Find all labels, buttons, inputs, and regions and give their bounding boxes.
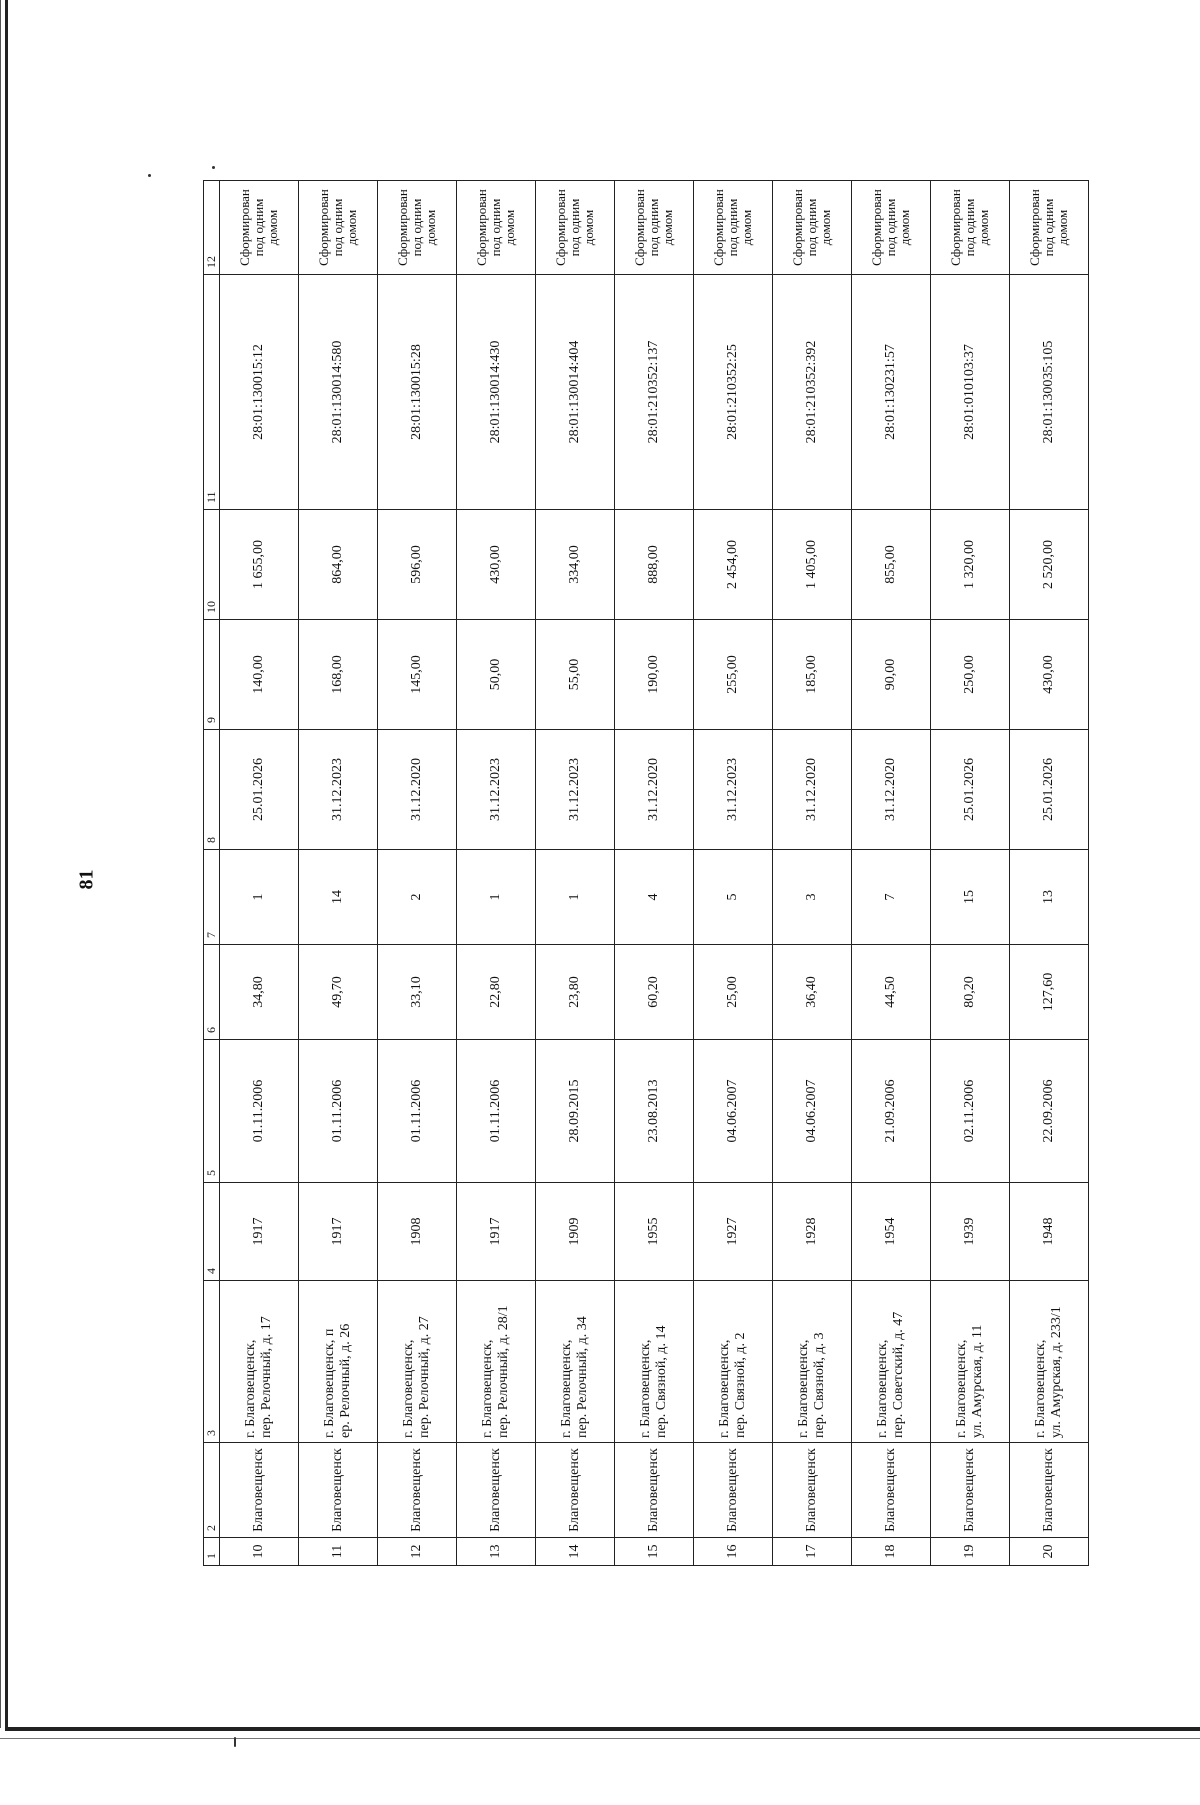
cell-year: 1948 bbox=[1010, 1183, 1089, 1281]
cell-count: 1 bbox=[536, 850, 615, 945]
cell-date: 31.12.2023 bbox=[536, 730, 615, 850]
address-line: г. Благовещенск, bbox=[400, 1339, 416, 1438]
address-line: г. Благовещенск, bbox=[795, 1339, 811, 1438]
table-row bbox=[931, 181, 1010, 1566]
cell-cadastral-number: 28:01:010103:37 bbox=[931, 275, 1010, 510]
column-header: 7 bbox=[204, 850, 220, 945]
cell-address bbox=[931, 1281, 1010, 1443]
cell-address bbox=[536, 1281, 615, 1443]
cell-number: 13 bbox=[457, 1538, 536, 1566]
column-header: 6 bbox=[204, 945, 220, 1040]
cell-count: 5 bbox=[694, 850, 773, 945]
column-header: 8 bbox=[204, 730, 220, 850]
column-header: 5 bbox=[204, 1040, 220, 1183]
cell-value: 1 655,00 bbox=[220, 510, 299, 620]
cell-status: Сформирован под одним домом bbox=[852, 181, 931, 275]
address-line: г. Благовещенск, bbox=[242, 1339, 258, 1438]
cell-date: 02.11.2006 bbox=[931, 1040, 1010, 1183]
cell-city: Благовещенск bbox=[931, 1443, 1010, 1538]
cell-year: 1917 bbox=[457, 1183, 536, 1281]
cell-city: Благовещенск bbox=[299, 1443, 378, 1538]
address-line: ул. Амурская, д. 11 bbox=[970, 1324, 985, 1438]
register-table bbox=[203, 180, 1089, 1566]
address-line: г. Благовещенск, bbox=[558, 1339, 574, 1438]
cell-address bbox=[773, 1281, 852, 1443]
cell-count: 15 bbox=[931, 850, 1010, 945]
column-header: 11 bbox=[204, 275, 220, 510]
address-line: г. Благовещенск, п bbox=[321, 1328, 337, 1438]
cell-area: 22,80 bbox=[457, 945, 536, 1040]
column-header: 2 bbox=[204, 1443, 220, 1538]
cell-city: Благовещенск bbox=[536, 1443, 615, 1538]
table-row bbox=[220, 181, 299, 1566]
cell-count: 1 bbox=[457, 850, 536, 945]
table-body bbox=[220, 181, 1089, 1566]
cell-date: 01.11.2006 bbox=[299, 1040, 378, 1183]
cell-number: 11 bbox=[299, 1538, 378, 1566]
cell-count: 3 bbox=[773, 850, 852, 945]
cell-number: 19 bbox=[931, 1538, 1010, 1566]
cell-address bbox=[378, 1281, 457, 1443]
cell-city: Благовещенск bbox=[852, 1443, 931, 1538]
cell-year: 1908 bbox=[378, 1183, 457, 1281]
cell-address bbox=[299, 1281, 378, 1443]
column-header: 9 bbox=[204, 620, 220, 730]
cell-area: 23,80 bbox=[536, 945, 615, 1040]
table-row bbox=[852, 181, 931, 1566]
scan-edge bbox=[5, 1727, 1200, 1731]
cell-area: 33,10 bbox=[378, 945, 457, 1040]
cell-status: Сформирован под одним домом bbox=[773, 181, 852, 275]
cell-date: 31.12.2023 bbox=[457, 730, 536, 850]
cell-cadastral-number: 28:01:130014:580 bbox=[299, 275, 378, 510]
cell-status: Сформирован под одним домом bbox=[694, 181, 773, 275]
cell-cadastral-number: 28:01:130231:57 bbox=[852, 275, 931, 510]
header-row bbox=[204, 181, 220, 1566]
cell-address bbox=[694, 1281, 773, 1443]
cell-address bbox=[220, 1281, 299, 1443]
cell-cadastral-number: 28:01:210352:25 bbox=[694, 275, 773, 510]
cell-city: Благовещенск bbox=[694, 1443, 773, 1538]
rotated-table bbox=[203, 181, 1083, 1566]
table-row bbox=[773, 181, 852, 1566]
scan-edge bbox=[0, 0, 1, 1728]
cell-year: 1939 bbox=[931, 1183, 1010, 1281]
address-line: пер. Связной, д. 14 bbox=[654, 1325, 669, 1438]
cell-value: 888,00 bbox=[615, 510, 694, 620]
cell-value: 55,00 bbox=[536, 620, 615, 730]
cell-date: 31.12.2020 bbox=[615, 730, 694, 850]
cell-year: 1928 bbox=[773, 1183, 852, 1281]
table-row bbox=[1010, 181, 1089, 1566]
cell-date: 23.08.2013 bbox=[615, 1040, 694, 1183]
cell-value: 430,00 bbox=[457, 510, 536, 620]
address-line: пер. Релочный, д. 27 bbox=[417, 1316, 432, 1438]
cell-value: 250,00 bbox=[931, 620, 1010, 730]
table-row bbox=[299, 181, 378, 1566]
cell-area: 80,20 bbox=[931, 945, 1010, 1040]
cell-value: 185,00 bbox=[773, 620, 852, 730]
cell-date: 25.01.2026 bbox=[220, 730, 299, 850]
address-line: г. Благовещенск, bbox=[953, 1339, 969, 1438]
address-line: пер. Релочный, д. 34 bbox=[575, 1316, 590, 1438]
table-row bbox=[378, 181, 457, 1566]
cell-city: Благовещенск bbox=[457, 1443, 536, 1538]
cell-number: 14 bbox=[536, 1538, 615, 1566]
cell-cadastral-number: 28:01:130014:430 bbox=[457, 275, 536, 510]
cell-date: 25.01.2026 bbox=[931, 730, 1010, 850]
cell-value: 50,00 bbox=[457, 620, 536, 730]
address-line: г. Благовещенск, bbox=[874, 1339, 890, 1438]
cell-value: 1 320,00 bbox=[931, 510, 1010, 620]
cell-date: 28.09.2015 bbox=[536, 1040, 615, 1183]
address-line: пер. Релочный, д. 28/1 bbox=[496, 1305, 511, 1438]
page-number: 81 bbox=[75, 869, 98, 890]
cell-cadastral-number: 28:01:130015:12 bbox=[220, 275, 299, 510]
cell-value: 168,00 bbox=[299, 620, 378, 730]
cell-date: 31.12.2023 bbox=[299, 730, 378, 850]
address-line: пер. Советский, д. 47 bbox=[891, 1311, 906, 1438]
cell-status: Сформирован под одним домом bbox=[1010, 181, 1089, 275]
cell-area: 25,00 bbox=[694, 945, 773, 1040]
address-line: ул. Амурская, д. 233/1 bbox=[1049, 1306, 1064, 1438]
cell-count: 7 bbox=[852, 850, 931, 945]
cell-cadastral-number: 28:01:130035:105 bbox=[1010, 275, 1089, 510]
cell-number: 16 bbox=[694, 1538, 773, 1566]
cell-value: 190,00 bbox=[615, 620, 694, 730]
cell-date: 31.12.2020 bbox=[378, 730, 457, 850]
column-header: 4 bbox=[204, 1183, 220, 1281]
address-line: пер. Связной, д. 2 bbox=[733, 1332, 748, 1438]
cell-status: Сформирован под одним домом bbox=[615, 181, 694, 275]
cell-date: 01.11.2006 bbox=[378, 1040, 457, 1183]
cell-value: 255,00 bbox=[694, 620, 773, 730]
cell-city: Благовещенск bbox=[1010, 1443, 1089, 1538]
cell-value: 596,00 bbox=[378, 510, 457, 620]
cell-status: Сформирован под одним домом bbox=[536, 181, 615, 275]
cell-value: 140,00 bbox=[220, 620, 299, 730]
cell-value: 855,00 bbox=[852, 510, 931, 620]
cell-value: 864,00 bbox=[299, 510, 378, 620]
cell-date: 04.06.2007 bbox=[773, 1040, 852, 1183]
address-line: пер. Связной, д. 3 bbox=[812, 1332, 827, 1438]
cell-number: 12 bbox=[378, 1538, 457, 1566]
cell-year: 1927 bbox=[694, 1183, 773, 1281]
cell-number: 18 bbox=[852, 1538, 931, 1566]
cell-area: 44,50 bbox=[852, 945, 931, 1040]
cell-area: 49,70 bbox=[299, 945, 378, 1040]
table-row bbox=[457, 181, 536, 1566]
cell-area: 34,80 bbox=[220, 945, 299, 1040]
cell-address bbox=[1010, 1281, 1089, 1443]
cell-status: Сформирован под одним домом bbox=[299, 181, 378, 275]
cell-status: Сформирован под одним домом bbox=[220, 181, 299, 275]
scan-edge bbox=[5, 0, 8, 1728]
cell-value: 145,00 bbox=[378, 620, 457, 730]
cell-value: 2 520,00 bbox=[1010, 510, 1089, 620]
cell-city: Благовещенск bbox=[615, 1443, 694, 1538]
address-line: г. Благовещенск, bbox=[716, 1339, 732, 1438]
address-line: пер. Релочный, д. 17 bbox=[259, 1316, 274, 1438]
cell-address bbox=[457, 1281, 536, 1443]
cell-year: 1917 bbox=[299, 1183, 378, 1281]
scan-speck bbox=[212, 166, 215, 169]
cell-cadastral-number: 28:01:130015:28 bbox=[378, 275, 457, 510]
cell-year: 1917 bbox=[220, 1183, 299, 1281]
cell-area: 36,40 bbox=[773, 945, 852, 1040]
column-header: 1 bbox=[204, 1538, 220, 1566]
cell-count: 14 bbox=[299, 850, 378, 945]
cell-status: Сформирован под одним домом bbox=[378, 181, 457, 275]
cell-date: 22.09.2006 bbox=[1010, 1040, 1089, 1183]
column-header: 3 bbox=[204, 1281, 220, 1443]
cell-year: 1955 bbox=[615, 1183, 694, 1281]
address-line: г. Благовещенск, bbox=[479, 1339, 495, 1438]
cell-date: 31.12.2023 bbox=[694, 730, 773, 850]
address-line: г. Благовещенск, bbox=[637, 1339, 653, 1438]
cell-date: 01.11.2006 bbox=[457, 1040, 536, 1183]
cell-city: Благовещенск bbox=[773, 1443, 852, 1538]
cell-area: 60,20 bbox=[615, 945, 694, 1040]
table-row bbox=[536, 181, 615, 1566]
address-line: г. Благовещенск, bbox=[1032, 1339, 1048, 1438]
cell-number: 10 bbox=[220, 1538, 299, 1566]
cell-date: 31.12.2020 bbox=[773, 730, 852, 850]
scan-edge bbox=[0, 1738, 1200, 1739]
table-row bbox=[615, 181, 694, 1566]
cell-year: 1954 bbox=[852, 1183, 931, 1281]
cell-date: 25.01.2026 bbox=[1010, 730, 1089, 850]
cell-number: 17 bbox=[773, 1538, 852, 1566]
cell-address bbox=[615, 1281, 694, 1443]
cell-cadastral-number: 28:01:210352:392 bbox=[773, 275, 852, 510]
cell-date: 01.11.2006 bbox=[220, 1040, 299, 1183]
cell-cadastral-number: 28:01:210352:137 bbox=[615, 275, 694, 510]
cell-value: 90,00 bbox=[852, 620, 931, 730]
cell-value: 1 405,00 bbox=[773, 510, 852, 620]
cell-cadastral-number: 28:01:130014:404 bbox=[536, 275, 615, 510]
cell-date: 04.06.2007 bbox=[694, 1040, 773, 1183]
scan-speck bbox=[234, 1737, 236, 1747]
cell-date: 21.09.2006 bbox=[852, 1040, 931, 1183]
cell-count: 13 bbox=[1010, 850, 1089, 945]
cell-number: 15 bbox=[615, 1538, 694, 1566]
cell-number: 20 bbox=[1010, 1538, 1089, 1566]
cell-value: 2 454,00 bbox=[694, 510, 773, 620]
cell-city: Благовещенск bbox=[378, 1443, 457, 1538]
scan-speck bbox=[148, 174, 151, 177]
column-header: 12 bbox=[204, 181, 220, 275]
cell-count: 2 bbox=[378, 850, 457, 945]
cell-count: 1 bbox=[220, 850, 299, 945]
cell-city: Благовещенск bbox=[220, 1443, 299, 1538]
cell-address bbox=[852, 1281, 931, 1443]
table-row bbox=[694, 181, 773, 1566]
cell-value: 430,00 bbox=[1010, 620, 1089, 730]
cell-count: 4 bbox=[615, 850, 694, 945]
column-header: 10 bbox=[204, 510, 220, 620]
cell-status: Сформирован под одним домом bbox=[457, 181, 536, 275]
cell-year: 1909 bbox=[536, 1183, 615, 1281]
cell-value: 334,00 bbox=[536, 510, 615, 620]
cell-area: 127,60 bbox=[1010, 945, 1089, 1040]
cell-date: 31.12.2020 bbox=[852, 730, 931, 850]
cell-status: Сформирован под одним домом bbox=[931, 181, 1010, 275]
address-line: ер. Релочный, д. 26 bbox=[338, 1323, 353, 1438]
